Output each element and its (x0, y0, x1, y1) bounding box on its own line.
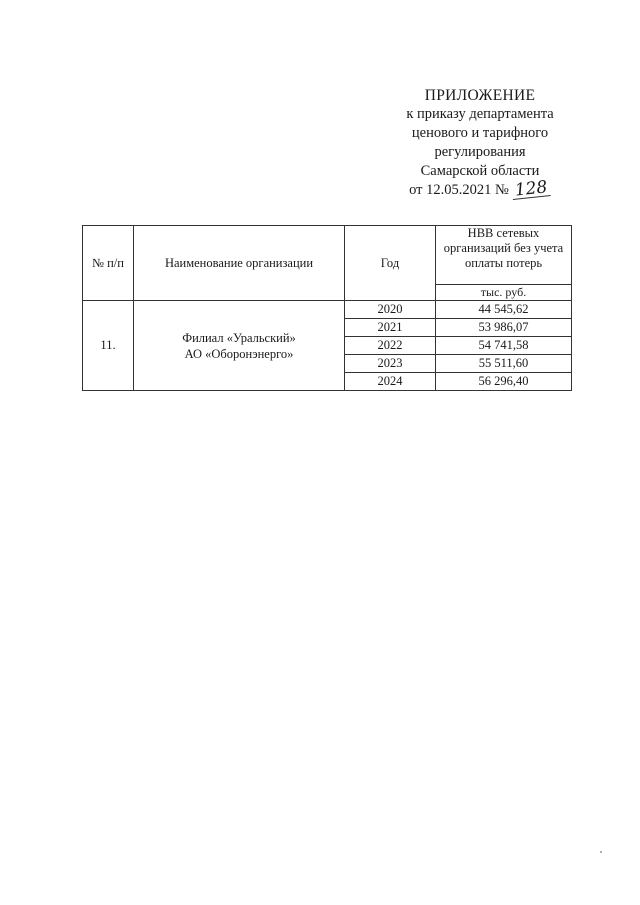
header-line-2: ценового и тарифного (411, 125, 549, 141)
year-cell: 2022 (345, 337, 436, 355)
header-org-name: Наименование организации (134, 226, 345, 301)
tariff-table (82, 225, 572, 391)
row-number: 11. (83, 301, 134, 391)
table-header-row (83, 226, 572, 285)
year-cell: 2023 (345, 355, 436, 373)
header-num: № п/п (83, 226, 134, 301)
value-cell: 44 545,62 (436, 301, 572, 319)
order-line (380, 177, 580, 201)
header-year: Год (345, 226, 436, 301)
header-line-1: к приказу департамента (406, 106, 554, 122)
org-branch: Филиал «Уральский» (182, 330, 296, 345)
table-row (83, 301, 572, 319)
header-line-4: Самарской области (420, 163, 540, 179)
value-cell: 54 741,58 (436, 337, 572, 355)
order-date: от 12.05.2021 № (409, 182, 509, 198)
year-cell: 2020 (345, 301, 436, 319)
year-cell: 2021 (345, 319, 436, 337)
scan-speck (600, 851, 602, 853)
appendix-header (380, 86, 580, 200)
appendix-title: ПРИЛОЖЕНИЕ (424, 87, 536, 104)
year-cell: 2024 (345, 373, 436, 391)
value-cell: 55 511,60 (436, 355, 572, 373)
value-cell: 53 986,07 (436, 319, 572, 337)
org-company: АО «Оборонэнерго» (184, 346, 294, 361)
order-number-handwritten: 128 (512, 180, 552, 200)
header-nvv: НВВ сетевых организаций без учета оплаты потерь (436, 226, 572, 285)
header-line-3: регулирования (434, 144, 526, 160)
value-cell: 56 296,40 (436, 373, 572, 391)
org-name-cell (134, 301, 345, 391)
header-unit: тыс. руб. (436, 285, 572, 301)
